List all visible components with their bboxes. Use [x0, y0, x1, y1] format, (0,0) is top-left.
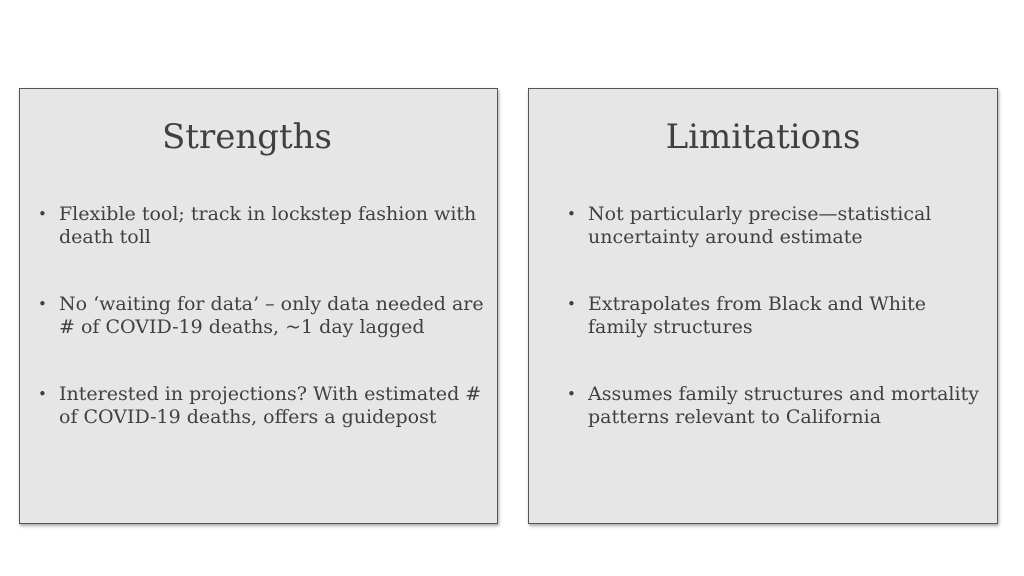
limitations-panel [528, 88, 998, 524]
list-item: • Not particularly precise—statistical uncertainty around estimate [567, 203, 987, 249]
list-item: • Flexible tool; track in lockstep fashion with death toll [38, 203, 487, 249]
list-item: • Interested in projections? With estimated # of COVID-19 deaths, offers a guidepost [38, 383, 487, 429]
list-item: • Extrapolates from Black and White family structures [567, 293, 987, 339]
strengths-panel [19, 88, 498, 524]
strengths-title: Strengths [162, 117, 332, 157]
list-item: • No ‘waiting for data’ – only data needed are # of COVID-19 deaths, ~1 day lagged [38, 293, 487, 339]
limitations-title: Limitations [665, 117, 861, 157]
limitations-list [567, 203, 987, 473]
list-item: • Assumes family structures and mortality patterns relevant to California [567, 383, 987, 429]
strengths-list [38, 203, 487, 473]
